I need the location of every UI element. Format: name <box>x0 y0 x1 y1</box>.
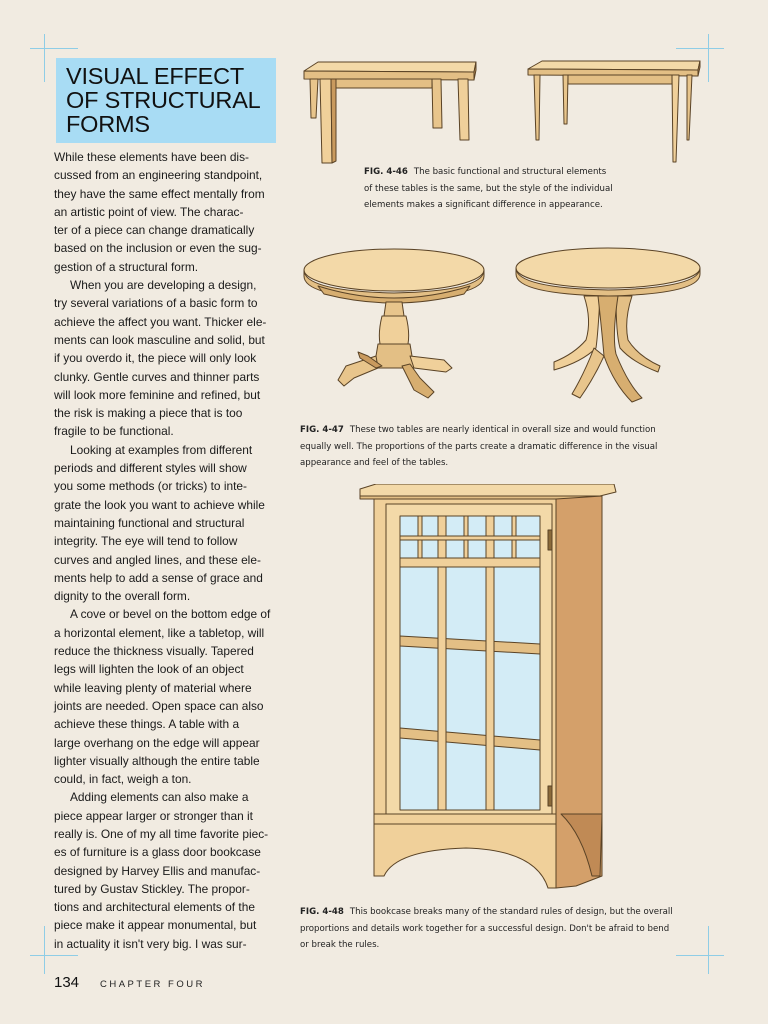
body-text-line: you some methods (or tricks) to inte- <box>54 479 247 494</box>
body-text-line: When you are developing a design, <box>70 278 257 293</box>
caption-label: FIG. 4-46 <box>364 167 408 177</box>
heading-line: VISUAL EFFECT <box>66 63 245 89</box>
body-text-line: Looking at examples from different <box>70 442 253 457</box>
body-text-line: ter of a piece can change dramatically <box>54 223 255 238</box>
caption-line: of these tables is the same, but the style of the individual <box>364 183 613 194</box>
body-text-line: a horizontal element, like a tabletop, will <box>54 625 265 640</box>
body-text-line: tured by Gustav Stickley. The propor- <box>54 881 250 896</box>
caption-fig-4-47 <box>300 422 657 472</box>
round-pedestal-table <box>304 249 484 398</box>
body-text-line: achieve the affect you want. Thicker ele- <box>54 314 267 329</box>
rectangular-table-tapered <box>528 61 700 162</box>
figure-4-47-round-tables <box>298 244 708 412</box>
body-text-line: in actuality it isn't very big. I was sur- <box>54 936 247 951</box>
body-text-line: periods and different styles will show <box>54 461 247 476</box>
body-text-line: fragile to be functional. <box>54 424 174 439</box>
body-text-line: ments can look masculine and solid, but <box>54 332 265 347</box>
body-text-line: grate the look you want to achieve while <box>54 497 265 512</box>
body-text-line: tions and architectural elements of the <box>54 900 255 915</box>
body-text-line: integrity. The eye will tend to follow <box>54 534 238 549</box>
caption-fig-4-46 <box>364 164 613 214</box>
caption-label: FIG. 4-48 <box>300 907 344 917</box>
caption-line: proportions and details work together for a successful design. Don't be afraid to bend <box>300 923 670 934</box>
crop-mark <box>676 955 724 956</box>
section-heading <box>56 58 276 136</box>
body-text-line: While these elements have been dis- <box>54 150 249 164</box>
figure-4-46-tables <box>298 58 708 170</box>
caption-label: FIG. 4-47 <box>300 425 344 435</box>
rectangular-table-heavy <box>304 62 476 163</box>
caption-line: equally well. The proportions of the parts create a dramatic difference in the visual <box>300 441 658 452</box>
body-text-line: try several variations of a basic form to <box>54 296 258 311</box>
crop-mark <box>30 48 78 49</box>
body-text-line: ments help to add a sense of grace and <box>54 570 263 585</box>
body-text-line: will look more feminine and refined, but <box>54 387 261 402</box>
heading-line: OF STRUCTURAL <box>66 87 261 113</box>
heading-line: FORMS <box>66 111 150 137</box>
crop-mark <box>44 34 45 82</box>
body-text-line: es of furniture is a glass door bookcase <box>54 845 261 860</box>
caption-line: The basic functional and structural elements <box>413 167 607 177</box>
body-text-line: dignity to the overall form. <box>54 589 191 604</box>
crop-mark <box>676 48 724 49</box>
caption-line: These two tables are nearly identical in overall size and would function <box>349 425 656 435</box>
body-text-line: large overhang on the edge will appear <box>54 735 260 750</box>
caption-line: This bookcase breaks many of the standard rules of design, but the overall <box>349 907 673 917</box>
caption-line: appearance and feel of the tables. <box>300 458 449 468</box>
crop-mark <box>708 34 709 82</box>
caption-line: elements makes a significant difference in appearance. <box>364 200 603 210</box>
body-text-line: achieve these things. A table with a <box>54 717 240 732</box>
crop-mark <box>708 926 709 974</box>
body-text-line: Adding elements can also make a <box>70 790 249 805</box>
page-number: 134 <box>54 974 80 991</box>
crop-mark <box>30 955 78 956</box>
body-text-line: piece appear larger or stronger than it <box>54 808 253 823</box>
section-heading-box <box>56 58 276 143</box>
figure-4-48-bookcase <box>356 484 618 896</box>
body-text-line: lighter visually although the entire table <box>54 753 260 768</box>
body-text-line: while leaving plenty of material where <box>54 680 252 695</box>
body-text-line: the risk is making a piece that is too <box>54 406 243 421</box>
body-text-line: designed by Harvey Ellis and manufac- <box>54 863 261 878</box>
body-text-line: curves and angled lines, and these ele- <box>54 552 261 567</box>
running-footer-chapter: CHAPTER FOUR <box>100 979 205 990</box>
body-text-line: they have the same effect mentally from <box>54 186 265 201</box>
body-text-line: cussed from an engineering standpoint, <box>54 168 263 183</box>
body-text-line: if you overdo it, the piece will only look <box>54 351 257 366</box>
body-text-line: an artistic point of view. The charac- <box>54 204 244 219</box>
body-text-line: could, in fact, weigh a ton. <box>54 772 192 787</box>
body-text-line: based on the inclusion or even the sug- <box>54 241 262 256</box>
body-text <box>54 148 276 953</box>
body-text-line: maintaining functional and structural <box>54 515 245 530</box>
body-text-line: clunky. Gentle curves and thinner parts <box>54 369 260 384</box>
caption-fig-4-48 <box>300 904 673 954</box>
body-text-line: gestion of a structural form. <box>54 259 199 274</box>
body-text-line: really is. One of my all time favorite piec- <box>54 826 269 841</box>
caption-line: or break the rules. <box>300 940 380 950</box>
crop-mark <box>44 926 45 974</box>
body-text-line: piece make it appear monumental, but <box>54 918 257 933</box>
body-text-line: legs will lighten the look of an object <box>54 662 244 677</box>
body-text-line: reduce the thickness visually. Tapered <box>54 644 254 659</box>
round-splayed-leg-table <box>516 248 700 402</box>
body-text-line: joints are needed. Open space can also <box>54 698 264 713</box>
body-text-line: A cove or bevel on the bottom edge of <box>70 607 271 622</box>
